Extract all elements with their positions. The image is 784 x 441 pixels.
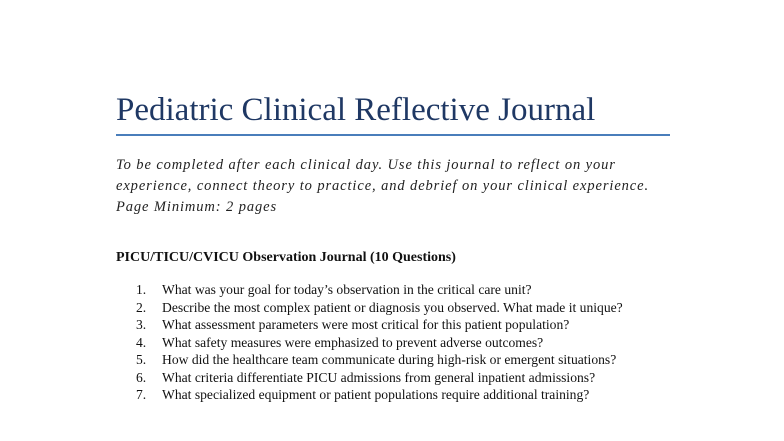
question-number: 6. [136,369,147,385]
question-item [136,300,656,316]
question-text: What safety measures were emphasized to prevent adverse outcomes? [162,334,544,350]
question-number: 4. [136,334,147,350]
title-underline-divider [116,134,670,136]
question-text: Describe the most complex patient or diagnosis you observed. What made it unique? [162,299,623,315]
question-item [136,335,656,351]
question-text: What criteria differentiate PICU admissions from general inpatient admissions? [162,369,596,385]
question-item [136,282,656,298]
question-item [136,317,656,333]
question-number: 2. [136,299,147,315]
question-text: What was your goal for today’s observation in the critical care unit? [162,282,532,297]
question-item [136,370,656,386]
question-text: What assessment parameters were most critical for this patient population? [162,317,570,332]
question-list [136,282,656,405]
document-title: Pediatric Clinical Reflective Journal [116,92,596,128]
question-item [136,387,656,403]
question-number: 1. [136,282,147,297]
question-number: 5. [136,352,147,367]
intro-instructions: To be completed after each clinical day. Use this journal to reflect on your experience, connect theory to practice, and debrief on your clinical experience. Page Minimum: 2 pages [116,157,649,215]
question-number: 3. [136,317,147,332]
question-text: How did the healthcare team communicate during high-risk or emergent situations? [162,352,617,367]
question-number: 7. [136,387,147,402]
section-heading: PICU/TICU/CVICU Observation Journal (10 Questions) [116,250,456,265]
question-item [136,352,656,368]
question-text: What specialized equipment or patient populations require additional training? [162,387,590,402]
